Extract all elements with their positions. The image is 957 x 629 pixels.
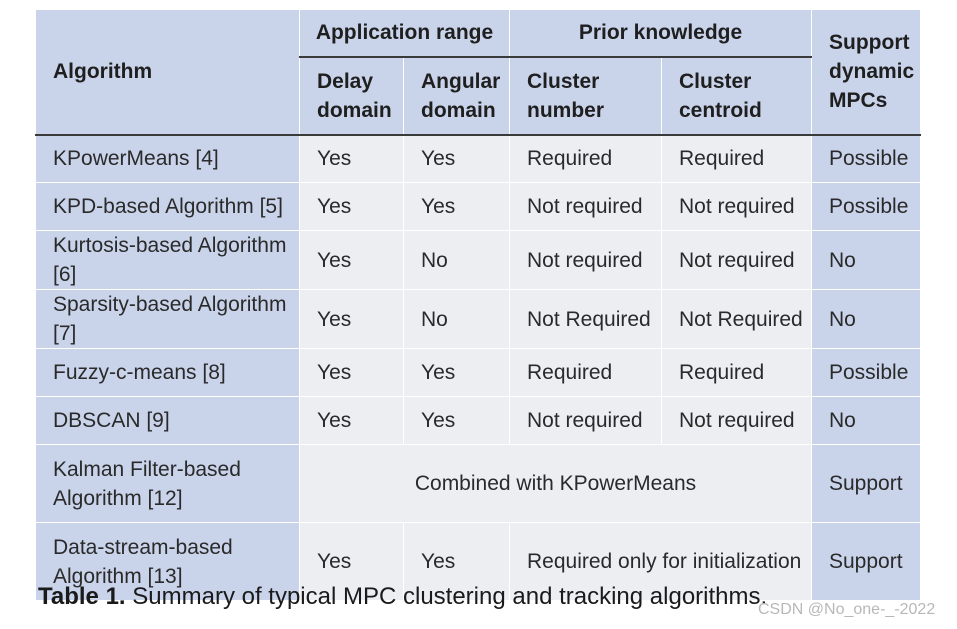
table-row — [36, 231, 921, 290]
cell-delay: Yes — [300, 183, 404, 231]
header-delay-domain — [300, 57, 404, 135]
cell-cluster-number: Not required — [510, 231, 662, 290]
cell-support: No — [812, 231, 921, 290]
cell-delay: Yes — [300, 523, 404, 601]
header-cluster-number-line2: number — [527, 98, 605, 122]
cell-algorithm: Fuzzy-c-means [8] — [36, 349, 300, 397]
cell-angular: Yes — [404, 397, 510, 445]
header-support-line3: MPCs — [829, 89, 888, 113]
cell-angular: Yes — [404, 135, 510, 183]
caption-label: Table 1. — [38, 583, 126, 610]
cell-delay: Yes — [300, 135, 404, 183]
header-cluster-centroid-line2: centroid — [679, 98, 762, 122]
cell-angular: Yes — [404, 523, 510, 601]
cell-angular: Yes — [404, 349, 510, 397]
cell-cluster-number: Required — [510, 349, 662, 397]
cell-cluster-number: Not required — [510, 183, 662, 231]
cell-algorithm: Kurtosis-based Algorithm [6] — [36, 231, 300, 290]
header-application-range: Application range — [300, 10, 510, 57]
header-cluster-number — [510, 57, 662, 135]
cell-cluster-number: Required — [510, 135, 662, 183]
kalman-line2: Algorithm [12] — [53, 486, 183, 510]
cell-algorithm: DBSCAN [9] — [36, 397, 300, 445]
cell-algorithm: Sparsity-based Algorithm [7] — [36, 290, 300, 349]
table-row-kalman — [36, 445, 921, 523]
cell-prior-knowledge: Required only for initialization — [510, 523, 812, 601]
cell-support: Support — [812, 523, 921, 601]
cell-support: No — [812, 397, 921, 445]
cell-cluster-number: Not required — [510, 397, 662, 445]
datastream-line2: Algorithm [13] — [53, 564, 183, 588]
header-support-dynamic-mpcs — [812, 10, 921, 135]
cell-algorithm — [36, 445, 300, 523]
header-cluster-centroid — [662, 57, 812, 135]
table-row — [36, 349, 921, 397]
cell-delay: Yes — [300, 397, 404, 445]
cell-support: Possible — [812, 135, 921, 183]
header-prior-knowledge: Prior knowledge — [510, 10, 812, 57]
watermark: CSDN @No_one-_-2022 — [758, 601, 936, 618]
header-angular-domain — [404, 57, 510, 135]
table-row — [36, 135, 921, 183]
cell-algorithm: KPD-based Algorithm [5] — [36, 183, 300, 231]
cell-combined: Combined with KPowerMeans — [300, 445, 812, 523]
cell-cluster-centroid: Required — [662, 135, 812, 183]
mpc-algorithms-table — [35, 9, 921, 601]
cell-cluster-centroid: Not required — [662, 397, 812, 445]
header-angular-line1: Angular — [421, 69, 501, 93]
cell-cluster-centroid: Required — [662, 349, 812, 397]
kalman-line1: Kalman Filter-based — [53, 457, 241, 481]
cell-delay: Yes — [300, 349, 404, 397]
header-delay-line1: Delay — [317, 69, 374, 93]
cell-cluster-centroid: Not required — [662, 183, 812, 231]
header-delay-line2: domain — [317, 98, 392, 122]
cell-cluster-centroid: Not Required — [662, 290, 812, 349]
cell-angular: Yes — [404, 183, 510, 231]
cell-algorithm: KPowerMeans [4] — [36, 135, 300, 183]
table-row — [36, 290, 921, 349]
cell-support: Possible — [812, 183, 921, 231]
header-cluster-number-line1: Cluster — [527, 69, 600, 93]
cell-support: No — [812, 290, 921, 349]
header-support-line2: dynamic — [829, 60, 915, 84]
table-caption — [38, 583, 767, 611]
cell-delay: Yes — [300, 231, 404, 290]
datastream-line1: Data-stream-based — [53, 535, 233, 559]
cell-support: Possible — [812, 349, 921, 397]
header-algorithm: Algorithm — [36, 10, 300, 135]
caption-text: Summary of typical MPC clustering and tracking algorithms. — [125, 583, 768, 610]
header-angular-line2: domain — [421, 98, 496, 122]
cell-delay: Yes — [300, 290, 404, 349]
cell-angular: No — [404, 290, 510, 349]
table-row — [36, 397, 921, 445]
header-cluster-centroid-line1: Cluster — [679, 69, 752, 93]
cell-angular: No — [404, 231, 510, 290]
cell-support: Support — [812, 445, 921, 523]
header-support-line1: Support — [829, 31, 910, 55]
cell-cluster-number: Not Required — [510, 290, 662, 349]
cell-cluster-centroid: Not required — [662, 231, 812, 290]
table-row — [36, 183, 921, 231]
